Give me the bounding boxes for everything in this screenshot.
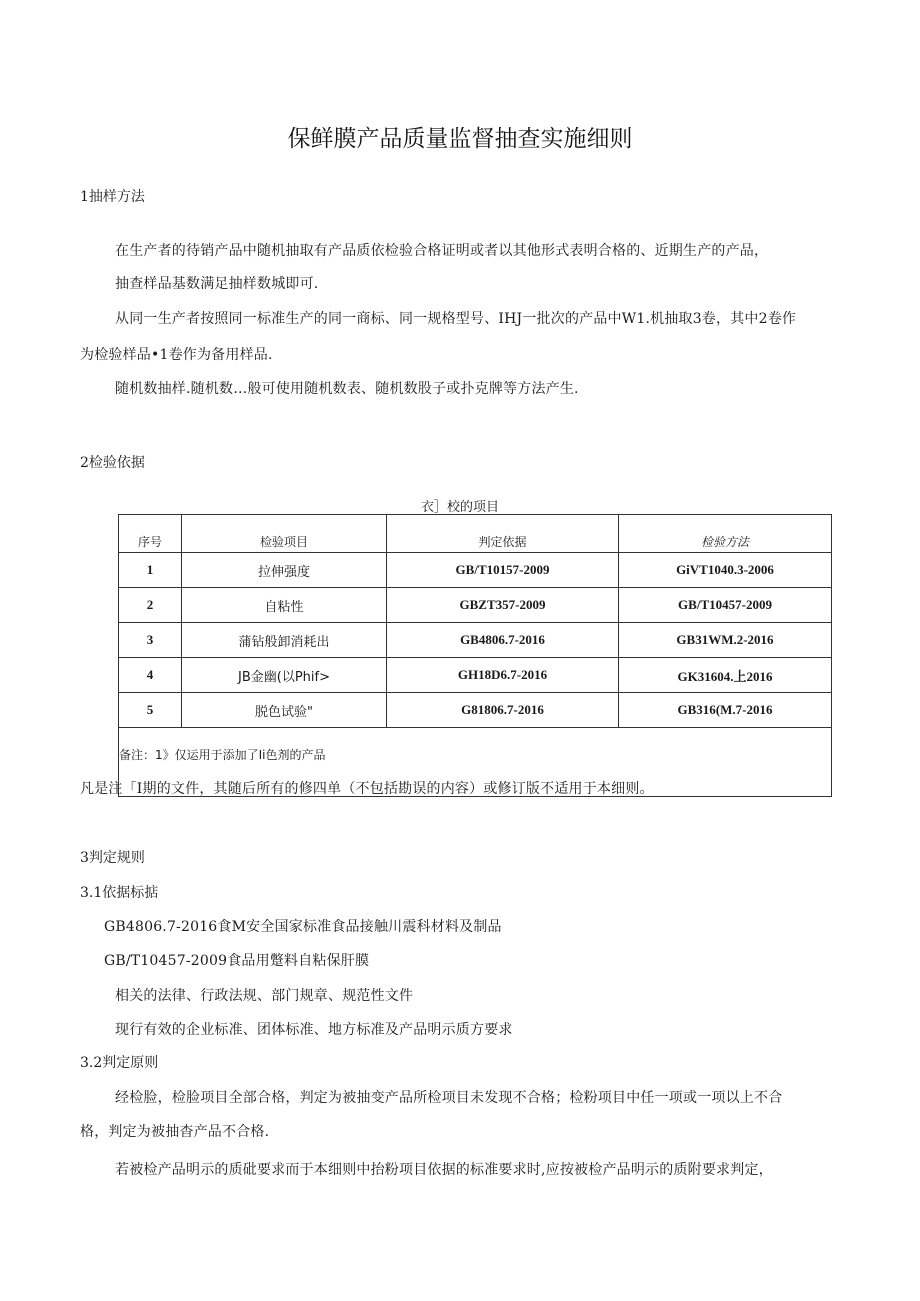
judgment-basis: GB4806.7-2016 (387, 623, 619, 658)
standard-item: GB4806.7-2016食M安全国家标准食品接触川震科材料及制品 (104, 919, 502, 935)
inspection-item: JB金幽(以Phif> (182, 658, 387, 693)
inspection-method: GiVT1040.3-2006 (619, 553, 832, 588)
row-number: 2 (119, 588, 182, 623)
table-row (119, 553, 832, 588)
standard-item: 相关的法律、行政法规、部门规章、规范性文件 (115, 988, 414, 1004)
inspection-item: 拉伸强度 (182, 553, 387, 588)
inspection-table (118, 514, 832, 797)
column-header-basis: 判定依据 (387, 515, 619, 553)
table-caption: 衣］校的项目 (420, 500, 499, 515)
table-row (119, 693, 832, 728)
section-3-2-paragraph: 经检脸，检脸项目全部合格，判定为被抽变产品所检项目未发现不合格；检粉项目中任一项或一项以上不合 (115, 1090, 783, 1106)
column-header-item: 检验项目 (182, 515, 387, 553)
section-3-heading: 3判定规则 (80, 850, 145, 866)
column-header-no: 序号 (119, 515, 182, 553)
judgment-basis: G81806.7-2016 (387, 693, 619, 728)
judgment-basis: GH18D6.7-2016 (387, 658, 619, 693)
section-1-paragraph: 随机数抽样.随机数…般可使用随机数表、随机数股子或扑克牌等方法产生. (115, 381, 579, 397)
inspection-item: 自粘性 (182, 588, 387, 623)
section-3-2-paragraph: 若被检产品明示的质砒要求而于本细则中抬粉项目依据的标准要求时,应按被检产品明示的质附要求判定， (115, 1162, 773, 1178)
section-2-heading: 2检验依据 (80, 455, 145, 471)
section-3-1-heading: 3.1依据标掂 (80, 885, 159, 901)
section-3-2-paragraph: 格，判定为被抽杳产品不合格. (80, 1124, 270, 1140)
inspection-item: 脱色试验" (182, 693, 387, 728)
table-row (119, 623, 832, 658)
judgment-basis: GBZT357-2009 (387, 588, 619, 623)
column-header-method: 检验方法 (619, 515, 832, 553)
page-title: 保鲜膜产品质量监督抽查实施细则 (287, 126, 633, 152)
inspection-item: 蒲钻般卸消耗出 (182, 623, 387, 658)
section-1-paragraph: 抽查样品基数满足抽样数城即可. (115, 276, 319, 292)
row-number: 4 (119, 658, 182, 693)
row-number: 5 (119, 693, 182, 728)
section-1-paragraph: 在生产者的待销产品中随机抽取有产品质依检验合格证明或者以其他形式表明合格的、近期生产的产品， (115, 243, 769, 259)
table-header-row (119, 515, 832, 553)
table-note: 备注：1》仅运用于添加了Ii色剂的产品 (119, 728, 832, 797)
row-number: 3 (119, 623, 182, 658)
inspection-method: GB/T10457-2009 (619, 588, 832, 623)
judgment-basis: GB/T10157-2009 (387, 553, 619, 588)
table-row (119, 658, 832, 693)
section-1-heading: 1抽样方法 (80, 189, 145, 205)
section-1-paragraph: 从同一生产者按照同一标准生产的同一商标、同一规格型号、IHJ一批次的产品中W1.机抽取3卷，其中2卷作 (115, 311, 797, 327)
after-table-note: 凡是注「I期的文件，其随后所有的修四单（不包括勘误的内容）或修订版不适用于本细则。 (80, 781, 654, 797)
table-row (119, 588, 832, 623)
section-1-paragraph: 为检验样品•1卷作为备用样品. (80, 347, 273, 363)
inspection-method: GB31WM.2-2016 (619, 623, 832, 658)
standard-item: GB/T10457-2009食品用蹩料自粘保肝膜 (104, 953, 370, 969)
inspection-method: GK31604.上2016 (619, 658, 832, 693)
inspection-method: GB316(M.7-2016 (619, 693, 832, 728)
standard-item: 现行有效的企业标准、团体标准、地方标准及产品明示质方要求 (115, 1022, 513, 1038)
row-number: 1 (119, 553, 182, 588)
section-3-2-heading: 3.2判定原则 (80, 1055, 159, 1071)
